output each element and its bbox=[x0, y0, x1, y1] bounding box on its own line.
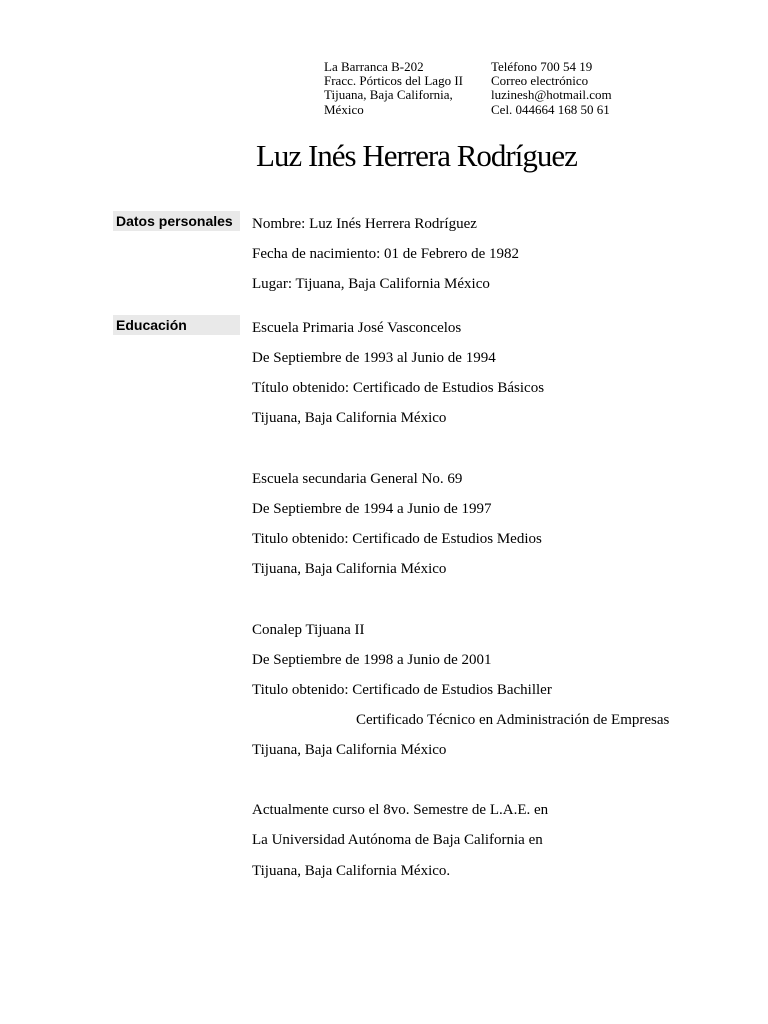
education-line: De Septiembre de 1993 al Junio de 1994 bbox=[252, 350, 496, 366]
address-line: La Barranca B-202 bbox=[324, 59, 424, 74]
education-line: Título obtenido: Certificado de Estudios Básicos bbox=[252, 380, 545, 396]
education-line: Tijuana, Baja California México bbox=[252, 561, 447, 577]
education-line: Tijuana, Baja California México bbox=[252, 742, 447, 758]
contact-address bbox=[324, 60, 463, 117]
education-line: De Septiembre de 1994 a Junio de 1997 bbox=[252, 501, 492, 517]
contact-line: luzinesh@hotmail.com bbox=[491, 87, 612, 103]
page-title: Luz Inés Herrera Rodríguez bbox=[256, 138, 577, 173]
education-line: Conalep Tijuana II bbox=[252, 622, 365, 638]
education-line: Escuela Primaria José Vasconcelos bbox=[252, 320, 462, 336]
education-line: La Universidad Autónoma de Baja California en bbox=[252, 832, 543, 848]
education-line: Certificado Técnico en Administración de Empresas bbox=[356, 712, 670, 728]
education-line: Tijuana, Baja California México bbox=[252, 410, 447, 426]
contact-line: Teléfono 700 54 19 bbox=[491, 59, 593, 74]
education-line: Titulo obtenido: Certificado de Estudios Medios bbox=[252, 531, 542, 547]
education-line: Tijuana, Baja California México. bbox=[252, 863, 451, 879]
section-heading-education: Educación bbox=[113, 315, 240, 335]
address-line: Tijuana, Baja California, bbox=[324, 87, 453, 103]
address-line: Fracc. Pórticos del Lago II bbox=[324, 73, 463, 89]
contact-phones bbox=[491, 60, 612, 117]
personal-line: Nombre: Luz Inés Herrera Rodríguez bbox=[252, 216, 477, 232]
section-heading-personal: Datos personales bbox=[113, 211, 240, 231]
education-line: Actualmente curso el 8vo. Semestre de L.A.E. en bbox=[252, 802, 549, 818]
personal-line: Lugar: Tijuana, Baja California México bbox=[252, 276, 490, 292]
personal-line: Fecha de nacimiento: 01 de Febrero de 1982 bbox=[252, 246, 519, 262]
education-line: De Septiembre de 1998 a Junio de 2001 bbox=[252, 652, 492, 668]
education-line: Escuela secundaria General No. 69 bbox=[252, 471, 463, 487]
contact-line: Cel. 044664 168 50 61 bbox=[491, 101, 610, 117]
contact-line: Correo electrónico bbox=[491, 73, 589, 89]
address-line: México bbox=[324, 101, 364, 117]
education-line: Titulo obtenido: Certificado de Estudios Bachiller bbox=[252, 682, 552, 698]
